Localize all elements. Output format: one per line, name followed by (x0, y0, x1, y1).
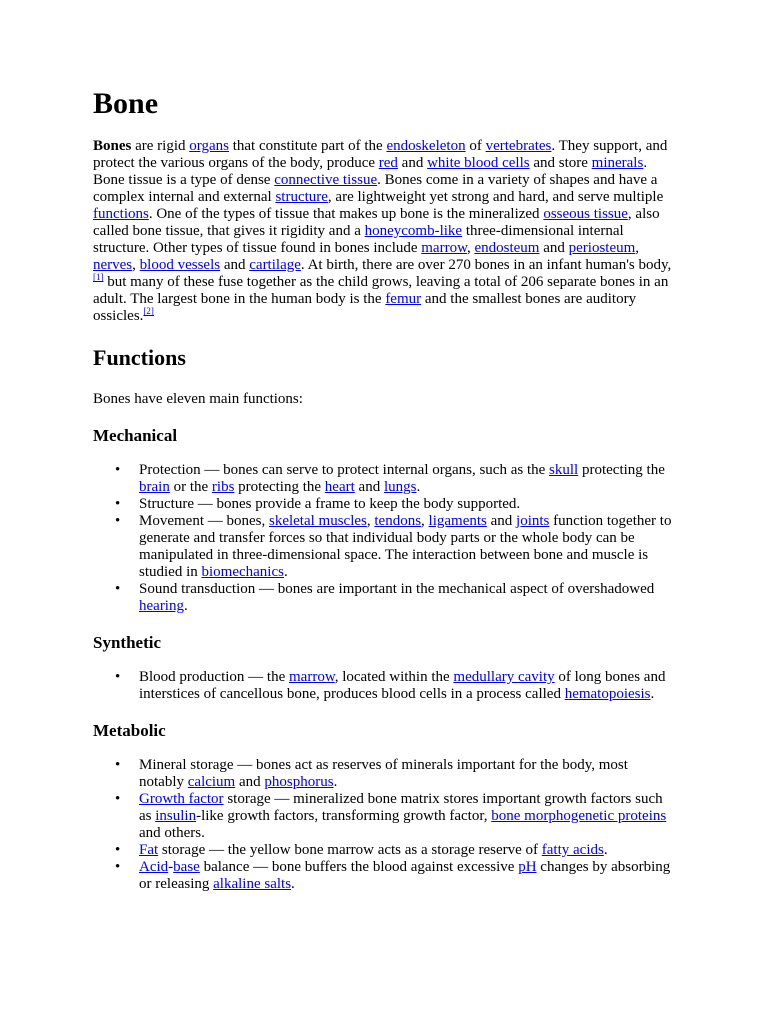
text: function together to generate and transfer forces so that individual body parts or the whole body can be manipulated in three-dimensional space. The interaction between bone and muscle is studied in (139, 513, 672, 580)
text: . At birth, there are over 270 bones in an infant human's body, (300, 257, 672, 273)
text: , are lightweight yet strong and hard, and serve multiple (327, 189, 664, 205)
text: and (397, 155, 428, 171)
text: are rigid (131, 138, 190, 154)
link-marrow[interactable]: marrow (289, 669, 335, 685)
metabolic-list (93, 757, 675, 893)
text: . (416, 479, 421, 495)
bold-term-bones: Bones (93, 138, 132, 154)
link-lungs[interactable]: lungs (383, 479, 417, 495)
text: . (650, 686, 655, 702)
link-honeycomb[interactable]: honeycomb-like (364, 223, 463, 239)
link-cartilage[interactable]: cartilage (249, 257, 301, 273)
link-structure[interactable]: structure (275, 189, 328, 205)
link-endoskeleton[interactable]: endoskeleton (386, 138, 466, 154)
text: and (235, 774, 265, 790)
text: Protection — bones can serve to protect internal organs, such as the (139, 462, 550, 478)
link-organs[interactable]: organs (189, 138, 229, 154)
text: of (465, 138, 486, 154)
text: that constitute part of the (228, 138, 387, 154)
list-item-fat-storage (139, 842, 675, 859)
text: protecting the (578, 462, 665, 478)
list-item-movement (139, 513, 675, 581)
subsection-heading-mechanical: Mechanical (93, 426, 178, 445)
link-ribs[interactable]: ribs (211, 479, 235, 495)
link-biomechanics[interactable]: biomechanics (201, 564, 284, 580)
link-fat[interactable]: Fat (139, 842, 159, 858)
link-tendons[interactable]: tendons (374, 513, 422, 529)
text: , located within the (334, 669, 454, 685)
link-heart[interactable]: heart (324, 479, 355, 495)
text: changes by absorbing or releasing (139, 859, 671, 892)
text: Mineral storage — bones act as reserves of minerals important for the body, most notably (139, 757, 628, 790)
link-femur[interactable]: femur (385, 291, 422, 307)
list-item-protection (139, 462, 675, 496)
text: , (421, 513, 429, 529)
text: storage — mineralized bone matrix stores important growth factors such as (139, 791, 663, 824)
link-insulin[interactable]: insulin (155, 808, 197, 824)
text: or the (169, 479, 212, 495)
text: protecting the (234, 479, 325, 495)
list-item-mineral-storage (139, 757, 675, 791)
list-item-structure (139, 496, 675, 513)
text: and (354, 479, 384, 495)
text: . Bones come in a variety of shapes and have a complex internal and external (93, 172, 658, 205)
text: . (603, 842, 608, 858)
text: and (220, 257, 250, 273)
link-ph[interactable]: pH (518, 859, 537, 875)
text: , also called bone tissue, that gives it rigidity and a (93, 206, 660, 239)
text: storage — the yellow bone marrow acts as a storage reserve of (158, 842, 542, 858)
link-osseous-tissue[interactable]: osseous tissue (543, 206, 628, 222)
link-vertebrates[interactable]: vertebrates (485, 138, 552, 154)
link-alkaline-salts[interactable]: alkaline salts (213, 876, 292, 892)
section-heading-functions: Functions (93, 345, 186, 370)
link-acid[interactable]: Acid (139, 859, 169, 875)
reference-link-2[interactable]: [2] (143, 306, 154, 316)
mechanical-list (93, 462, 675, 615)
link-endosteum[interactable]: endosteum (474, 240, 540, 256)
link-ligaments[interactable]: ligaments (428, 513, 487, 529)
text: . (283, 564, 288, 580)
link-nerves[interactable]: nerves (93, 257, 133, 273)
list-item-growth-factor-storage (139, 791, 675, 842)
reference-link-1[interactable]: [1] (93, 272, 104, 282)
text: and (486, 513, 517, 529)
text: Structure — bones provide a frame to keep the body supported. (139, 496, 521, 512)
link-white-blood-cells[interactable]: white blood cells (427, 155, 530, 171)
text: but many of these fuse together as the child grows, leaving a total of 206 separate bones in an adult. The largest bone in the human body is the (93, 274, 669, 307)
link-marrow[interactable]: marrow (421, 240, 467, 256)
text: -like growth factors, transforming growth factor, (196, 808, 492, 824)
text: and (539, 240, 569, 256)
link-medullary-cavity[interactable]: medullary cavity (453, 669, 555, 685)
text: , (466, 240, 475, 256)
text: and others. (139, 825, 205, 841)
link-red[interactable]: red (378, 155, 398, 171)
link-brain[interactable]: brain (139, 479, 170, 495)
link-calcium[interactable]: calcium (187, 774, 236, 790)
list-item-acid-base-balance (139, 859, 675, 893)
text: . They support, and protect the various organs of the body, produce (93, 138, 668, 171)
link-periosteum[interactable]: periosteum (568, 240, 636, 256)
text: balance — bone buffers the blood against excessive (199, 859, 519, 875)
text: , (635, 240, 640, 256)
text: Blood production — the (139, 669, 289, 685)
subsection-heading-metabolic: Metabolic (93, 721, 166, 740)
link-fatty-acids[interactable]: fatty acids (541, 842, 604, 858)
text: . Bone tissue is a type of dense (93, 155, 648, 188)
text: and store (529, 155, 592, 171)
page-title: Bone (93, 87, 159, 120)
link-joints[interactable]: joints (516, 513, 550, 529)
link-functions[interactable]: functions (93, 206, 149, 222)
text: Movement — bones, (139, 513, 269, 529)
link-skeletal-muscles[interactable]: skeletal muscles (268, 513, 367, 529)
text: , (366, 513, 375, 529)
text: , (132, 257, 140, 273)
functions-intro: Bones have eleven main functions: (93, 391, 303, 407)
link-phosphorus[interactable]: phosphorus (264, 774, 334, 790)
intro-paragraph (93, 138, 675, 325)
link-blood-vessels[interactable]: blood vessels (139, 257, 221, 273)
text: and the smallest bones are auditory ossicles. (93, 291, 637, 324)
list-item-sound-transduction (139, 581, 675, 615)
text: . (183, 598, 188, 614)
link-growth-factor[interactable]: Growth factor (139, 791, 224, 807)
text: Sound transduction — bones are important in the mechanical aspect of overshadowed (139, 581, 655, 597)
link-skull[interactable]: skull (549, 462, 579, 478)
synthetic-list (93, 669, 675, 703)
text: . One of the types of tissue that makes up bone is the mineralized (148, 206, 544, 222)
link-bone-morphogenetic-proteins[interactable]: bone morphogenetic proteins (491, 808, 667, 824)
link-base[interactable]: base (173, 859, 200, 875)
link-hearing[interactable]: hearing (139, 598, 184, 614)
subsection-heading-synthetic: Synthetic (93, 633, 161, 652)
link-minerals[interactable]: minerals (591, 155, 644, 171)
text: of long bones and interstices of cancellous bone, produces blood cells in a process called (139, 669, 666, 702)
text: . (291, 876, 295, 892)
text: - (168, 859, 174, 875)
link-connective-tissue[interactable]: connective tissue (274, 172, 378, 188)
link-hematopoiesis[interactable]: hematopoiesis (564, 686, 651, 702)
text: three-dimensional internal structure. Other types of tissue found in bones include (93, 223, 624, 256)
list-item-blood-production (139, 669, 675, 703)
text: . (333, 774, 338, 790)
